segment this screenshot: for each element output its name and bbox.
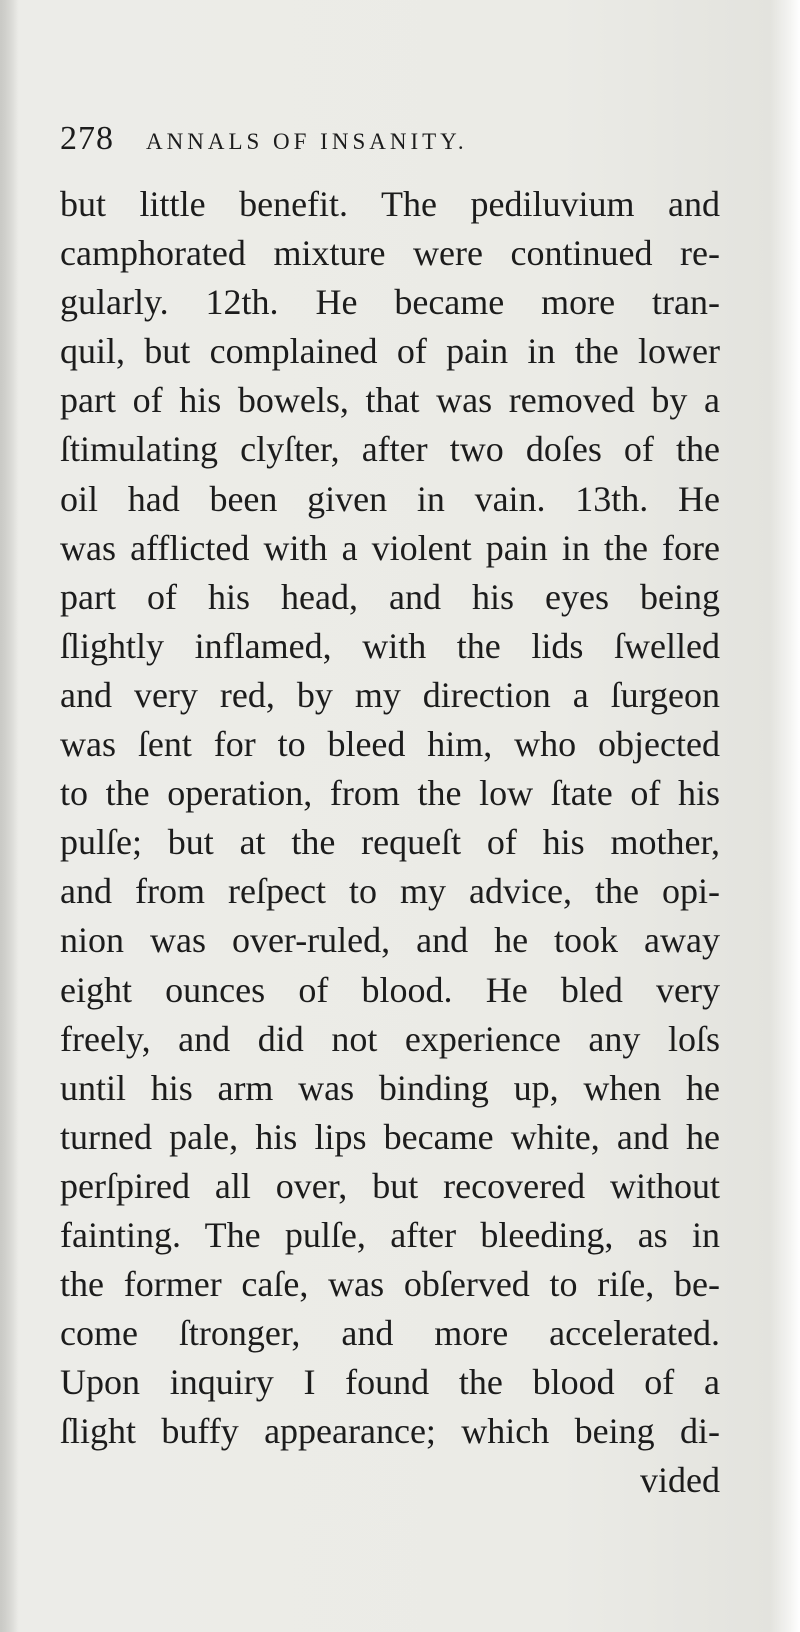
text-line: gularly. 12th. He became more tran- (60, 282, 720, 323)
text-line: and very red, by my direction a ſurgeon (60, 674, 720, 715)
text-line: pulſe; but at the requeſt of his mother, (60, 822, 720, 863)
text-line: part of his head, and his eyes being (60, 576, 720, 617)
running-head: ANNALS OF INSANITY. (146, 129, 468, 154)
text-line: oil had been given in vain. 13th. He (60, 478, 720, 519)
text-line: was ſent for to bleed him, who objected (60, 724, 720, 765)
text-line: freely, and did not experience any loſs (60, 1018, 720, 1059)
text-line: turned pale, his lips became white, and he (60, 1116, 720, 1157)
text-line: was afflicted with a violent pain in the fore (60, 527, 720, 568)
catchword: vided (640, 1460, 720, 1501)
text-line: quil, but complained of pain in the lower (60, 331, 720, 372)
text-line: to the operation, from the low ſtate of his (60, 773, 720, 814)
text-line: ſlight buffy appearance; which being di- (60, 1411, 720, 1452)
text-line: nion was over-ruled, and he took away (60, 920, 720, 961)
text-line: eight ounces of blood. He bled very (60, 969, 720, 1010)
text-line: fainting. The pulſe, after bleeding, as in (60, 1214, 720, 1255)
text-line: and from reſpect to my advice, the opi- (60, 871, 720, 912)
body-text (60, 180, 720, 1506)
text-line: part of his bowels, that was removed by a (60, 380, 720, 421)
text-line: perſpired all over, but recovered without (60, 1165, 720, 1206)
page-header (60, 120, 720, 170)
text-line: come ſtronger, and more accelerated. (60, 1313, 720, 1354)
text-line: camphorated mixture were continued re- (60, 233, 720, 274)
text-line: until his arm was binding up, when he (60, 1067, 720, 1108)
text-line: Upon inquiry I found the blood of a (60, 1362, 720, 1403)
text-line: the former caſe, was obſerved to riſe, be- (60, 1264, 720, 1305)
page-number: 278 (60, 120, 114, 157)
text-line: but little benefit. The pediluvium and (60, 184, 720, 224)
text-line: ſlightly inflamed, with the lids ſwelled (60, 625, 720, 666)
text-line: ſtimulating clyſter, after two doſes of the (60, 429, 720, 470)
